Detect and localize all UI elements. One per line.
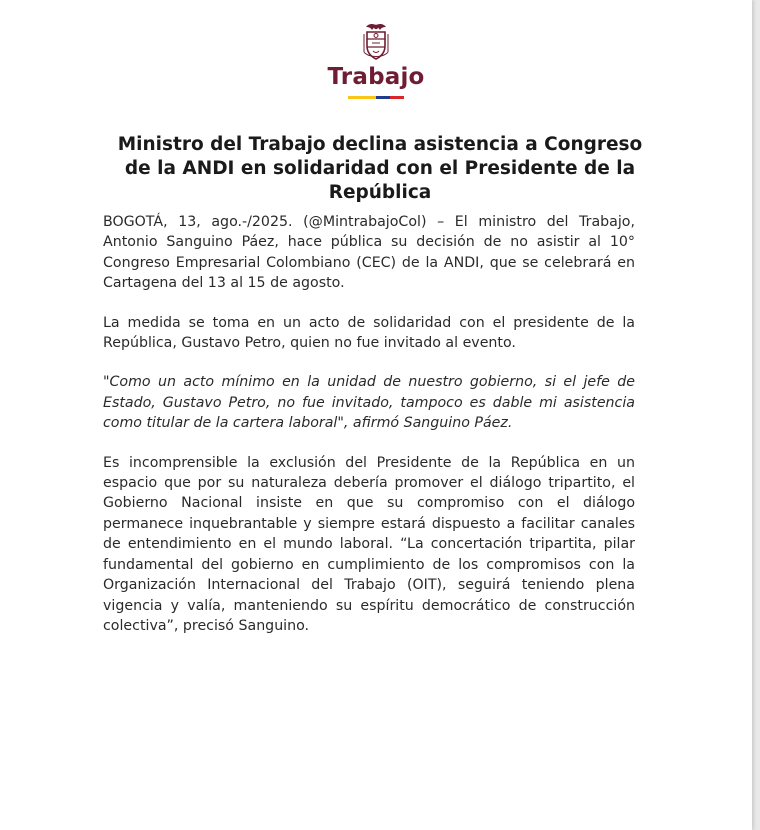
paragraph-lead: BOGOTÁ, 13, ago.-/2025. (@MintrabajoCol) – El ministro del Trabajo, Antonio Sanguino Páez, hace pública su decisión de no asistir al 10° Congreso Empresarial Colombiano (CEC) de la ANDI, que se celebrará en Cartagena del 13 al 15 de agosto. <box>103 214 635 292</box>
press-release-title: Ministro del Trabajo declina asistencia a Congreso de la ANDI en solidaridad con el Presidente de la República <box>117 134 643 203</box>
flag-yellow-stripe <box>348 96 376 99</box>
ministry-logo <box>0 22 752 99</box>
paragraph-quote: "Como un acto mínimo en la unidad de nuestro gobierno, si el jefe de Estado, Gustavo Petro, no fue invitado, tampoco es dable mi asistencia como titular de la cartera laboral", afirmó Sanguino Páez. <box>103 374 635 432</box>
press-release-body <box>103 212 635 655</box>
flag-red-stripe <box>390 96 404 99</box>
flag-blue-stripe <box>376 96 390 99</box>
flag-color-bar <box>348 96 404 99</box>
paragraph-statement: Es incomprensible la exclusión del Presidente de la República en un espacio que por su naturaleza debería promover el diálogo tripartito, el Gobierno Nacional insiste en que su compromiso con el diálogo permanece inquebrantable y siempre estará dispuesto a facilitar canales de entendimiento en el mundo laboral. “La concertación tripartita, pilar fundamental del gobierno en cumplimiento de los compromisos con la Organización Internacional del Trabajo (OIT), seguirá teniendo plena vigencia y valía, manteniendo su espíritu democrático de construcción colectiva”, precisó Sanguino. <box>103 454 635 634</box>
logo-wordmark: Trabajo <box>327 64 425 90</box>
colombia-coat-of-arms-icon <box>0 22 752 62</box>
paragraph-solidarity: La medida se toma en un acto de solidaridad con el presidente de la República, Gustavo Petro, quien no fue invitado al evento. <box>103 314 635 352</box>
